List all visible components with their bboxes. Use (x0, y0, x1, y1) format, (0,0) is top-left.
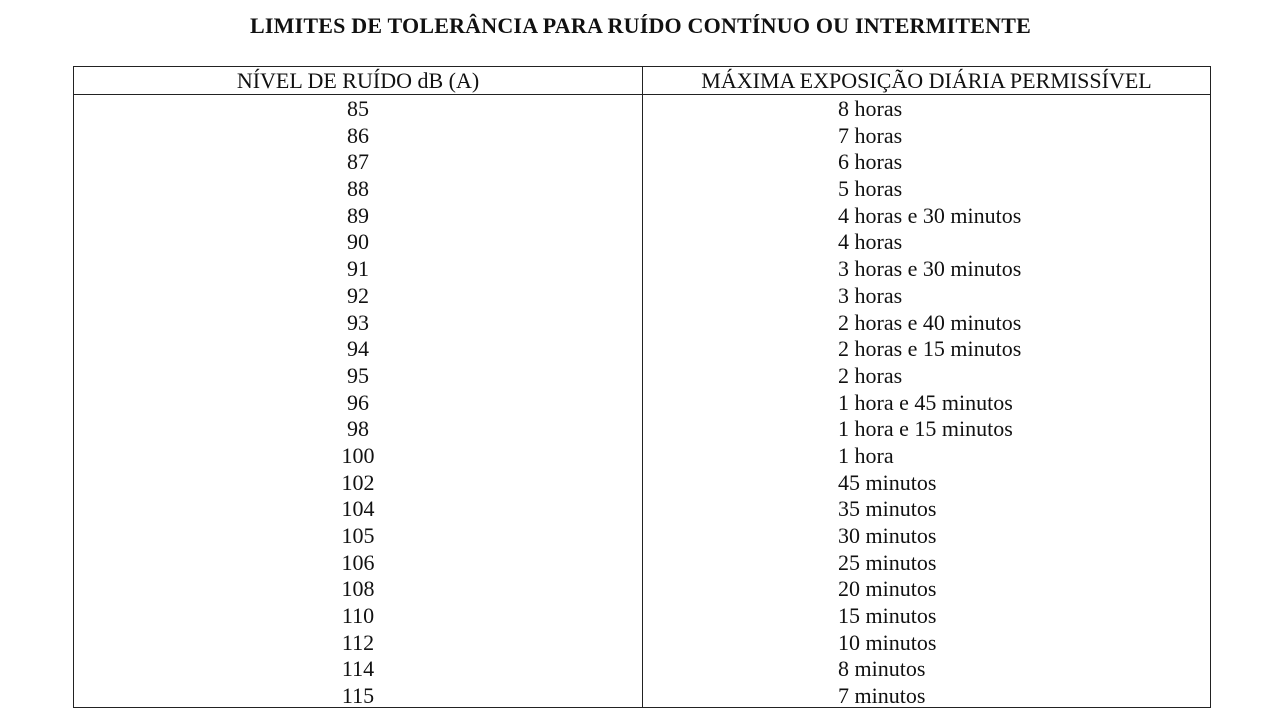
max-exposure-cell: 2 horas e 15 minutos (838, 336, 1022, 362)
table-row (74, 470, 1210, 497)
table-row (74, 683, 1210, 710)
max-exposure-cell: 15 minutos (838, 603, 937, 629)
noise-level-cell: 94 (347, 336, 369, 362)
noise-level-cell: 112 (341, 629, 375, 655)
max-exposure-cell: 8 horas (838, 96, 903, 121)
noise-level-cell: 90 (347, 229, 369, 255)
noise-level-cell: 96 (347, 389, 369, 415)
table-row (74, 603, 1210, 630)
table-row (74, 523, 1210, 550)
header-noise-level: NÍVEL DE RUÍDO dB (A) (236, 68, 480, 93)
noise-level-cell: 87 (347, 149, 369, 175)
noise-level-cell: 102 (341, 469, 375, 495)
max-exposure-cell: 25 minutos (838, 549, 937, 575)
max-exposure-cell: 7 minutos (838, 683, 926, 709)
table-row (74, 576, 1210, 603)
table-row (74, 310, 1210, 337)
table-header-row (74, 67, 1210, 95)
table-row (74, 229, 1210, 256)
max-exposure-cell: 1 hora e 15 minutos (838, 416, 1013, 442)
noise-level-cell: 106 (341, 549, 375, 575)
noise-level-cell: 115 (341, 683, 375, 709)
max-exposure-cell: 10 minutos (838, 629, 937, 655)
max-exposure-cell: 35 minutos (838, 496, 937, 522)
noise-level-cell: 104 (341, 496, 375, 522)
table-row (74, 363, 1210, 390)
table-row (74, 550, 1210, 577)
max-exposure-cell: 2 horas (838, 362, 903, 388)
noise-level-cell: 98 (347, 416, 369, 442)
table-row (74, 443, 1210, 470)
page-title: LIMITES DE TOLERÂNCIA PARA RUÍDO CONTÍNUO OU INTERMITENTE (250, 13, 1031, 38)
table-row (74, 256, 1210, 283)
max-exposure-cell: 7 horas (838, 122, 903, 148)
noise-tolerance-table (73, 66, 1211, 708)
table-row (74, 96, 1210, 123)
noise-level-cell: 114 (341, 656, 375, 682)
noise-level-cell: 95 (347, 362, 369, 388)
max-exposure-cell: 6 horas (838, 149, 903, 175)
table-row (74, 336, 1210, 363)
max-exposure-cell: 30 minutos (838, 523, 937, 548)
noise-level-cell: 89 (347, 202, 369, 228)
max-exposure-cell: 2 horas e 40 minutos (838, 309, 1022, 335)
noise-level-cell: 100 (341, 442, 375, 468)
max-exposure-cell: 8 minutos (838, 656, 926, 682)
table-row (74, 149, 1210, 176)
max-exposure-cell: 5 horas (838, 176, 903, 202)
header-max-exposure: MÁXIMA EXPOSIÇÃO DIÁRIA PERMISSÍVEL (701, 68, 1152, 93)
noise-level-cell: 93 (347, 309, 369, 335)
table-row (74, 176, 1210, 203)
table-row (74, 123, 1210, 150)
max-exposure-cell: 4 horas (838, 229, 903, 255)
table-body (74, 96, 1210, 710)
max-exposure-cell: 20 minutos (838, 576, 937, 602)
table-row (74, 390, 1210, 417)
table-row (74, 496, 1210, 523)
noise-level-cell: 88 (347, 176, 369, 202)
noise-level-cell: 108 (341, 576, 375, 602)
noise-level-cell: 92 (347, 282, 369, 308)
table-row (74, 203, 1210, 230)
noise-level-cell: 110 (341, 603, 375, 629)
noise-level-cell: 86 (347, 122, 369, 148)
max-exposure-cell: 3 horas (838, 282, 903, 308)
max-exposure-cell: 4 horas e 30 minutos (838, 202, 1022, 228)
noise-level-cell: 85 (347, 96, 369, 121)
max-exposure-cell: 1 hora e 45 minutos (838, 389, 1013, 415)
max-exposure-cell: 3 horas e 30 minutos (838, 256, 1022, 282)
max-exposure-cell: 45 minutos (838, 469, 937, 495)
max-exposure-cell: 1 hora (838, 442, 894, 468)
noise-level-cell: 91 (347, 256, 369, 282)
table-row (74, 656, 1210, 683)
noise-level-cell: 105 (341, 523, 375, 548)
table-row (74, 630, 1210, 657)
table-row (74, 283, 1210, 310)
table-row (74, 416, 1210, 443)
